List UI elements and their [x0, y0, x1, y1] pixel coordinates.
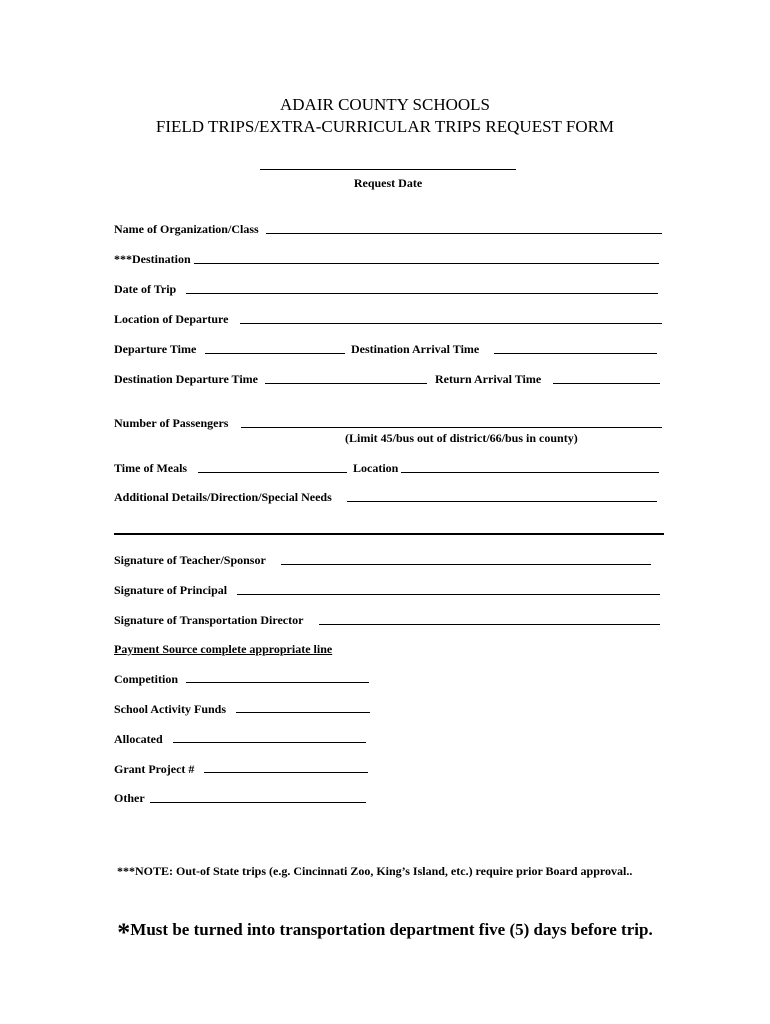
time-of-meals-label: Time of Meals: [114, 461, 188, 475]
competition-label: Competition: [114, 672, 178, 686]
other-line[interactable]: [150, 802, 366, 803]
request-date-label: Request Date: [353, 176, 423, 190]
deadline-text: Must be turned into transportation department five (5) days before trip.: [130, 920, 653, 939]
time-of-meals-line[interactable]: [198, 472, 347, 473]
departure-time-line[interactable]: [205, 353, 345, 354]
destination-departure-time-label: Destination Departure Time: [114, 372, 258, 386]
board-approval-note: ***NOTE: Out-of State trips (e.g. Cincinnati Zoo, King’s Island, etc.) require prior Board approval..: [117, 864, 633, 878]
section-divider: [114, 533, 664, 535]
destination-line[interactable]: [194, 263, 659, 264]
location-departure-line[interactable]: [240, 323, 662, 324]
return-arrival-time-label: Return Arrival Time: [435, 372, 542, 386]
number-of-passengers-label: Number of Passengers: [114, 416, 229, 430]
destination-label: ***Destination: [114, 252, 191, 266]
location-label: Location: [353, 461, 399, 475]
transportation-director-signature-line[interactable]: [319, 624, 660, 625]
grant-project-label: Grant Project #: [114, 762, 195, 776]
number-of-passengers-line[interactable]: [241, 427, 662, 428]
date-of-trip-line[interactable]: [186, 293, 658, 294]
location-line[interactable]: [401, 472, 659, 473]
additional-details-label: Additional Details/Direction/Special Needs: [114, 490, 332, 504]
competition-line[interactable]: [186, 682, 369, 683]
organization-line[interactable]: [266, 233, 662, 234]
destination-departure-time-line[interactable]: [265, 383, 427, 384]
organization-label: Name of Organization/Class: [114, 222, 259, 236]
other-label: Other: [114, 791, 145, 805]
departure-time-label: Departure Time: [114, 342, 197, 356]
additional-details-line[interactable]: [347, 501, 657, 502]
principal-signature-line[interactable]: [237, 594, 660, 595]
school-activity-funds-line[interactable]: [236, 712, 370, 713]
school-activity-funds-label: School Activity Funds: [114, 702, 227, 716]
transportation-director-signature-label: Signature of Transportation Director: [114, 613, 304, 627]
teacher-signature-label: Signature of Teacher/Sponsor: [114, 553, 266, 567]
teacher-signature-line[interactable]: [281, 564, 651, 565]
allocated-line[interactable]: [173, 742, 366, 743]
passenger-limit-note: (Limit 45/bus out of district/66/bus in county): [345, 431, 578, 445]
payment-source-heading: Payment Source complete appropriate line: [114, 642, 333, 656]
deadline-notice: [0, 918, 770, 948]
destination-arrival-time-line[interactable]: [494, 353, 657, 354]
form-title: ADAIR COUNTY SCHOOLS: [280, 95, 490, 114]
request-date-line[interactable]: [260, 169, 516, 170]
return-arrival-time-line[interactable]: [553, 383, 660, 384]
form-subtitle: FIELD TRIPS/EXTRA-CURRICULAR TRIPS REQUEST FORM: [155, 117, 615, 136]
grant-project-line[interactable]: [204, 772, 368, 773]
destination-arrival-time-label: Destination Arrival Time: [351, 342, 480, 356]
date-of-trip-label: Date of Trip: [114, 282, 177, 296]
location-departure-label: Location of Departure: [114, 312, 229, 326]
asterisk-mark: *: [117, 918, 131, 947]
allocated-label: Allocated: [114, 732, 163, 746]
principal-signature-label: Signature of Principal: [114, 583, 228, 597]
